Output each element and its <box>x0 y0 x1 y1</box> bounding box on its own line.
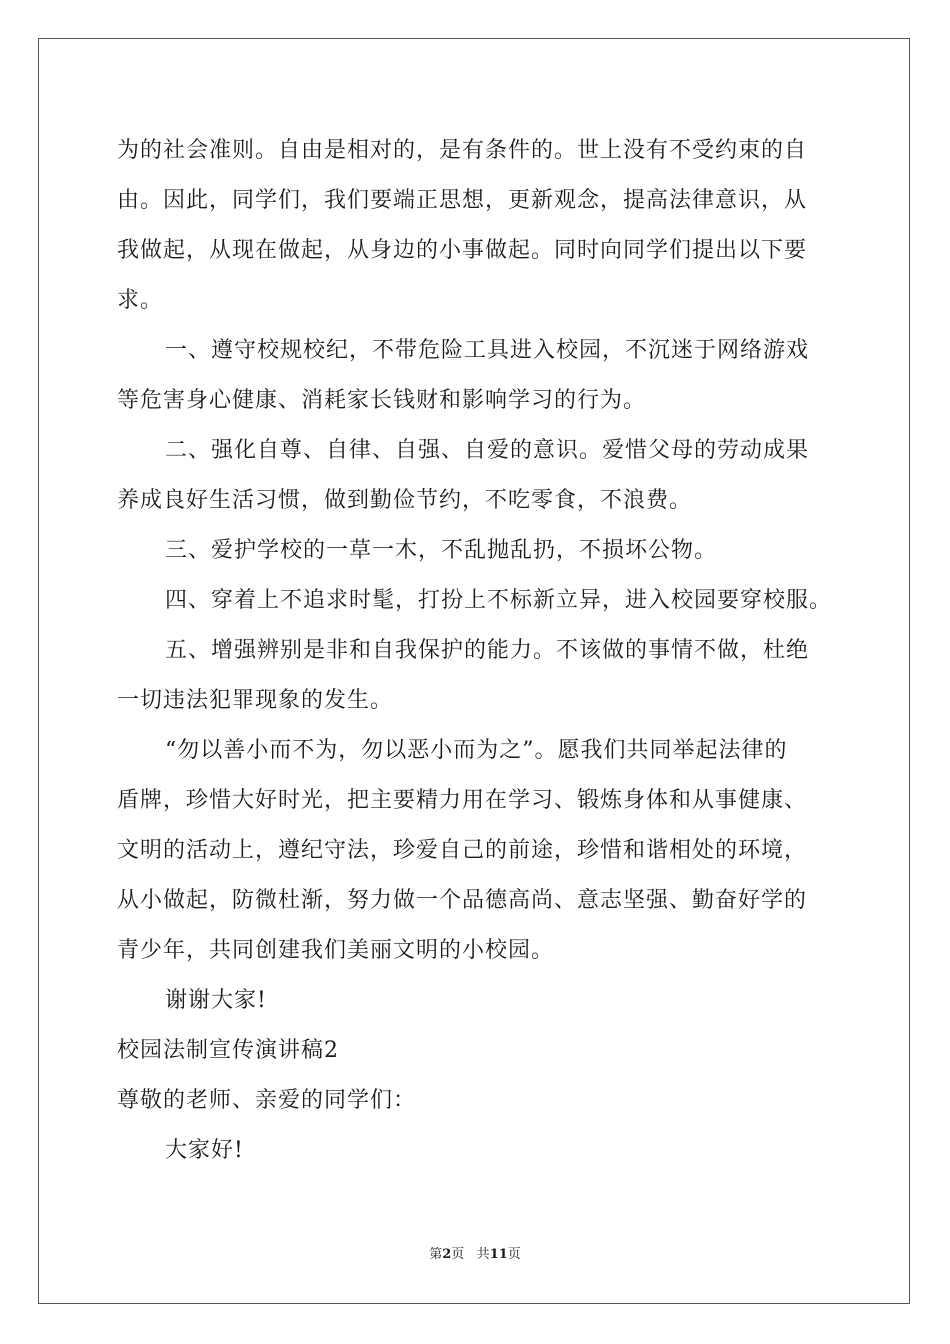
total-suffix: 页 <box>507 1247 521 1262</box>
text-line: 一、遵守校规校纪，不带危险工具进入校园，不沉迷于网络游戏 <box>165 338 810 363</box>
text-line: 五、增强辨别是非和自我保护的能力。不该做的事情不做，杜绝 <box>165 638 810 663</box>
page-prefix: 第 <box>429 1247 443 1262</box>
page-number: 2 <box>442 1247 452 1262</box>
text-line: 谢谢大家! <box>165 988 267 1013</box>
text-line: 为的社会准则。自由是相对的，是有条件的。世上没有不受约束的自 <box>117 138 808 163</box>
total-pages: 11 <box>489 1247 508 1262</box>
text-line: 三、爱护学校的一草一木，不乱抛乱扔，不损坏公物。 <box>165 538 718 563</box>
text-line: 由。因此，同学们，我们要端正思想，更新观念，提高法律意识，从 <box>117 188 808 213</box>
greeting: 大家好! <box>165 1138 244 1163</box>
text-line: 我做起，从现在做起，从身边的小事做起。同时向同学们提出以下要 <box>117 238 808 263</box>
text-line: 等危害身心健康、消耗家长钱财和影响学习的行为。 <box>117 388 647 413</box>
text-line: 盾牌，珍惜大好时光，把主要精力用在学习、锻炼身体和从事健康、 <box>117 788 808 813</box>
text-line: 一切违法犯罪现象的发生。 <box>117 688 394 713</box>
text-line: 从小做起，防微杜渐，努力做一个品德高尚、意志坚强、勤奋好学的 <box>117 888 808 913</box>
salutation: 尊敬的老师、亲爱的同学们： <box>117 1088 417 1113</box>
text-line: 文明的活动上，遵纪守法，珍爱自己的前途，珍惜和谐相处的环境， <box>117 838 808 863</box>
text-line: 四、穿着上不追求时髦，打扮上不标新立异，进入校园要穿校服。 <box>165 588 833 613</box>
text-line: 养成良好生活习惯，做到勤俭节约，不吃零食，不浪费。 <box>117 488 693 513</box>
section-heading: 校园法制宣传演讲稿2 <box>117 1038 339 1063</box>
text-line: 二、强化自尊、自律、自强、自爱的意识。爱惜父母的劳动成果 <box>165 438 810 463</box>
page-footer <box>0 1247 950 1263</box>
text-line: 求。 <box>117 288 164 313</box>
text-line: “勿以善小而不为，勿以恶小而为之”。愿我们共同举起法律的 <box>165 738 788 763</box>
page-suffix: 页 <box>451 1247 465 1262</box>
total-prefix: 共 <box>476 1247 490 1262</box>
text-line: 青少年，共同创建我们美丽文明的小校园。 <box>117 938 555 963</box>
